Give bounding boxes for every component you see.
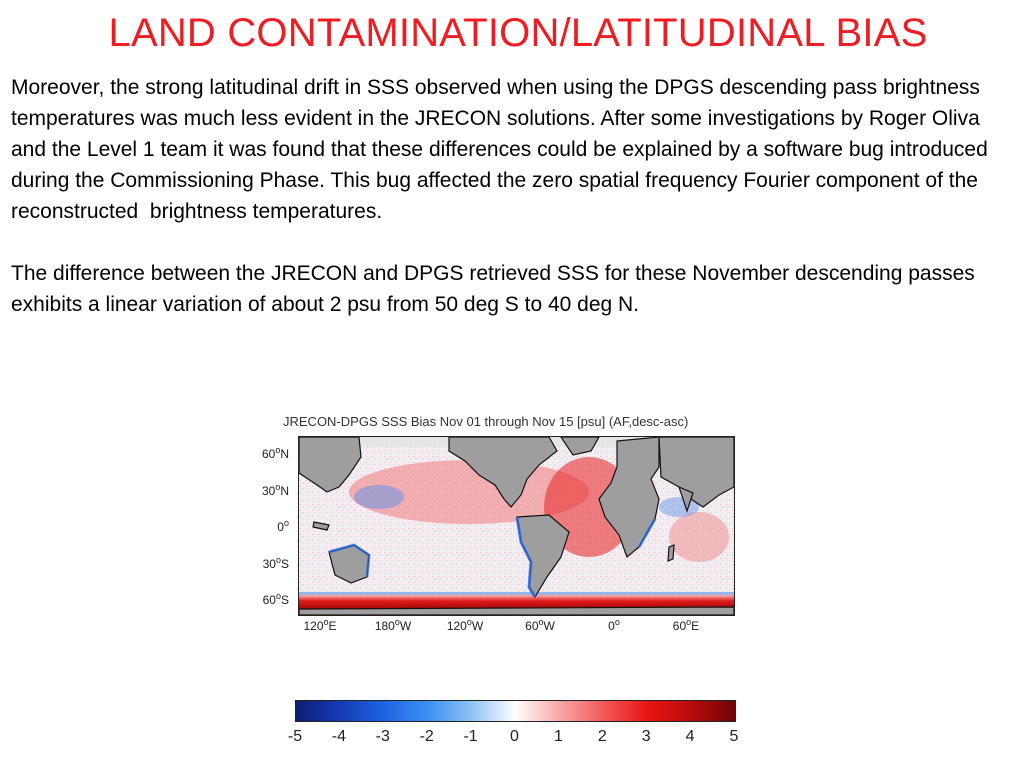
figure-title: JRECON-DPGS SSS Bias Nov 01 through Nov 15 [psu] (AF,desc-asc) — [283, 414, 689, 429]
colorbar-tick-label: -1 — [463, 728, 478, 745]
lat-label-30n: 30$^o$N — [261, 482, 289, 498]
lon-label-60w: 60$^o$W — [525, 617, 555, 633]
lon-label-0: 0$^o$ — [608, 617, 620, 633]
southern-blue-strip — [299, 592, 734, 595]
colorbar — [295, 700, 736, 722]
colorbar-tick-label: -5 — [287, 728, 303, 745]
antarctica-landmass — [299, 607, 734, 615]
bias-map-graphic — [299, 437, 734, 615]
lat-label-30s: 30$^o$S — [262, 555, 289, 571]
slide-title: LAND CONTAMINATION/LATITUDINAL BIAS — [108, 11, 928, 55]
sss-bias-figure — [250, 408, 770, 768]
paragraph-2: The difference between the JRECON and DPGS retrieved SSS for these November descending passes exhibits a linear variation of about 2 psu from 50 deg S to 40 deg N. — [11, 262, 981, 316]
body-text — [11, 72, 1016, 351]
lat-label-60n: 60$^o$N — [261, 445, 289, 461]
lat-label-60s: 60$^o$S — [262, 591, 289, 607]
colorbar-tick-label: -2 — [419, 728, 434, 745]
colorbar-tick-label: -4 — [331, 728, 347, 745]
colorbar-tick-label: 5 — [729, 728, 739, 745]
paragraph-1: Moreover, the strong latitudinal drift in SSS observed when using the DPGS descending pass brightness temperatures was much less evident in the JRECON solutions. After some investigations by Roger Oliva and the Level 1 team it was found that these differences could be explained by a software bug introduced during the Commissioning Phase. This bug affected the zero spatial frequency Fourier component of the reconstructed brightness temperatures. — [11, 76, 994, 223]
west-pacific-negative-bias — [354, 485, 404, 509]
lon-label-120w: 120$^o$W — [446, 617, 484, 633]
colorbar-tick-label: -3 — [375, 728, 390, 745]
colorbar-tick-label: 1 — [553, 728, 563, 745]
colorbar-tick-label: 3 — [641, 728, 651, 745]
colorbar-tick-label: 2 — [597, 728, 607, 745]
bias-map — [298, 436, 735, 616]
indian-positive-bias — [669, 512, 729, 562]
lon-label-120e: 120$^o$E — [303, 617, 337, 633]
lon-label-60e: 60$^o$E — [672, 617, 700, 633]
madagascar-landmass — [668, 545, 674, 561]
lon-label-180w: 180$^o$W — [374, 617, 412, 633]
colorbar-tick-label: 0 — [510, 728, 519, 745]
lat-label-0: 0$^o$ — [277, 518, 289, 534]
colorbar-tick-label: 4 — [685, 728, 695, 745]
